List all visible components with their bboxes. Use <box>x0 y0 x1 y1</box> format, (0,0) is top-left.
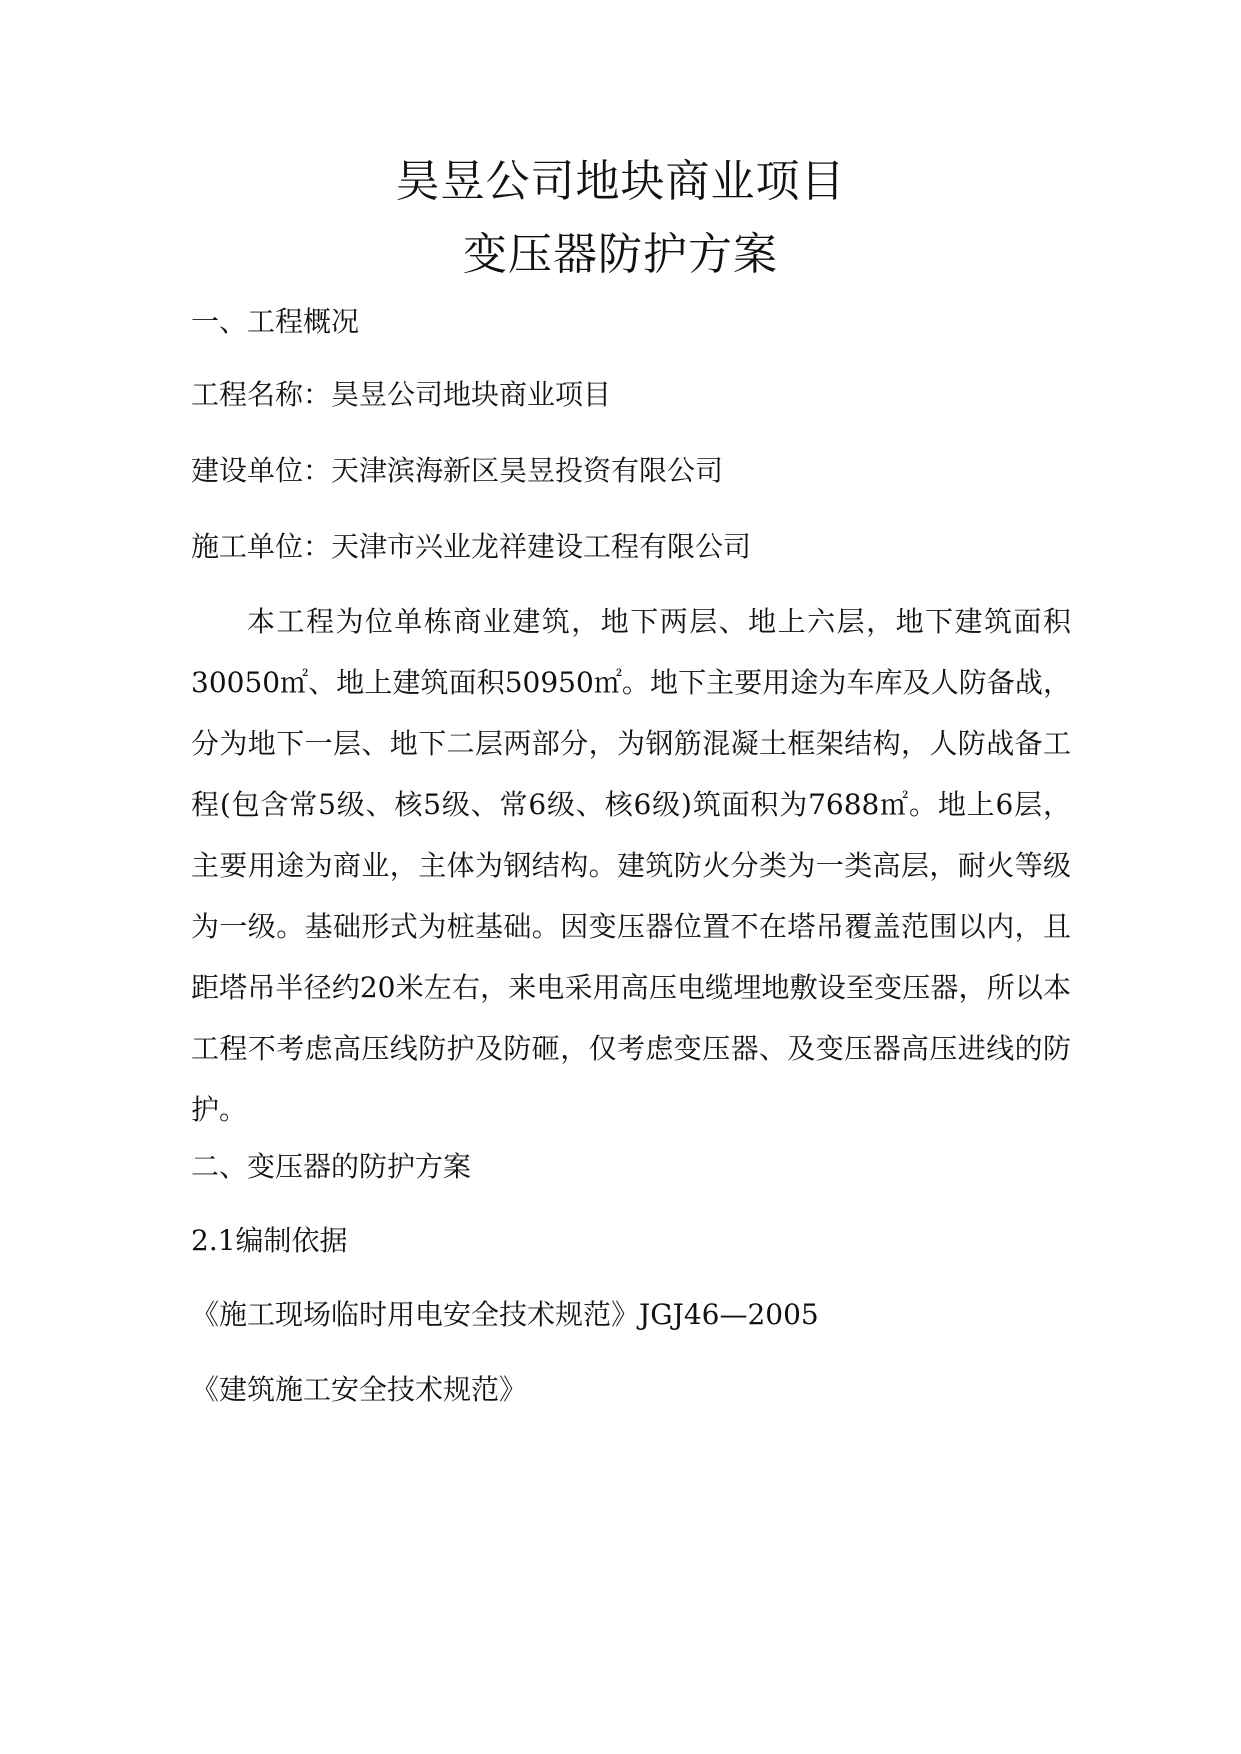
document-title-line-2: 变压器防护方案 <box>463 229 778 280</box>
section-2-1-heading: 2.1编制依据 <box>191 1224 348 1257</box>
reference-item-2: 《建筑施工安全技术规范》 <box>191 1373 528 1406</box>
project-name-line: 工程名称：昊昱公司地块商业项目 <box>191 378 612 411</box>
document-title-line-1: 昊昱公司地块商业项目 <box>395 156 846 207</box>
section-1-heading: 一、工程概况 <box>191 305 360 338</box>
section-2-heading: 二、变压器的防护方案 <box>191 1150 472 1183</box>
reference-item-1: 《施工现场临时用电安全技术规范》JGJ46—2005 <box>191 1298 819 1331</box>
contractor-line: 施工单位：天津市兴业龙祥建设工程有限公司 <box>191 530 752 563</box>
overview-paragraph: 本工程为位单栋商业建筑，地下两层、地上六层，地下建筑面积30050㎡、地上建筑面积50950㎡。地下主要用途为车库及人防备战，分为地下一层、地下二层两部分，为钢筋混凝土框架结构，人防战备工程(包含常5级、核5级、常6级、核6级)筑面积为7688㎡。地上6层，主要用途为商业，主体为钢结构。建筑防火分类为一类高层，耐火等级为一级。基础形式为桩基础。因变压器位置不在塔吊覆盖范围以内，且距塔吊半径约20米左右，来电采用高压电缆埋地敷设至变压器，所以本工程不考虑高压线防护及防砸，仅考虑变压器、及变压器高压进线的防护。 <box>191 605 1071 1126</box>
owner-line: 建设单位：天津滨海新区昊昱投资有限公司 <box>191 454 724 487</box>
